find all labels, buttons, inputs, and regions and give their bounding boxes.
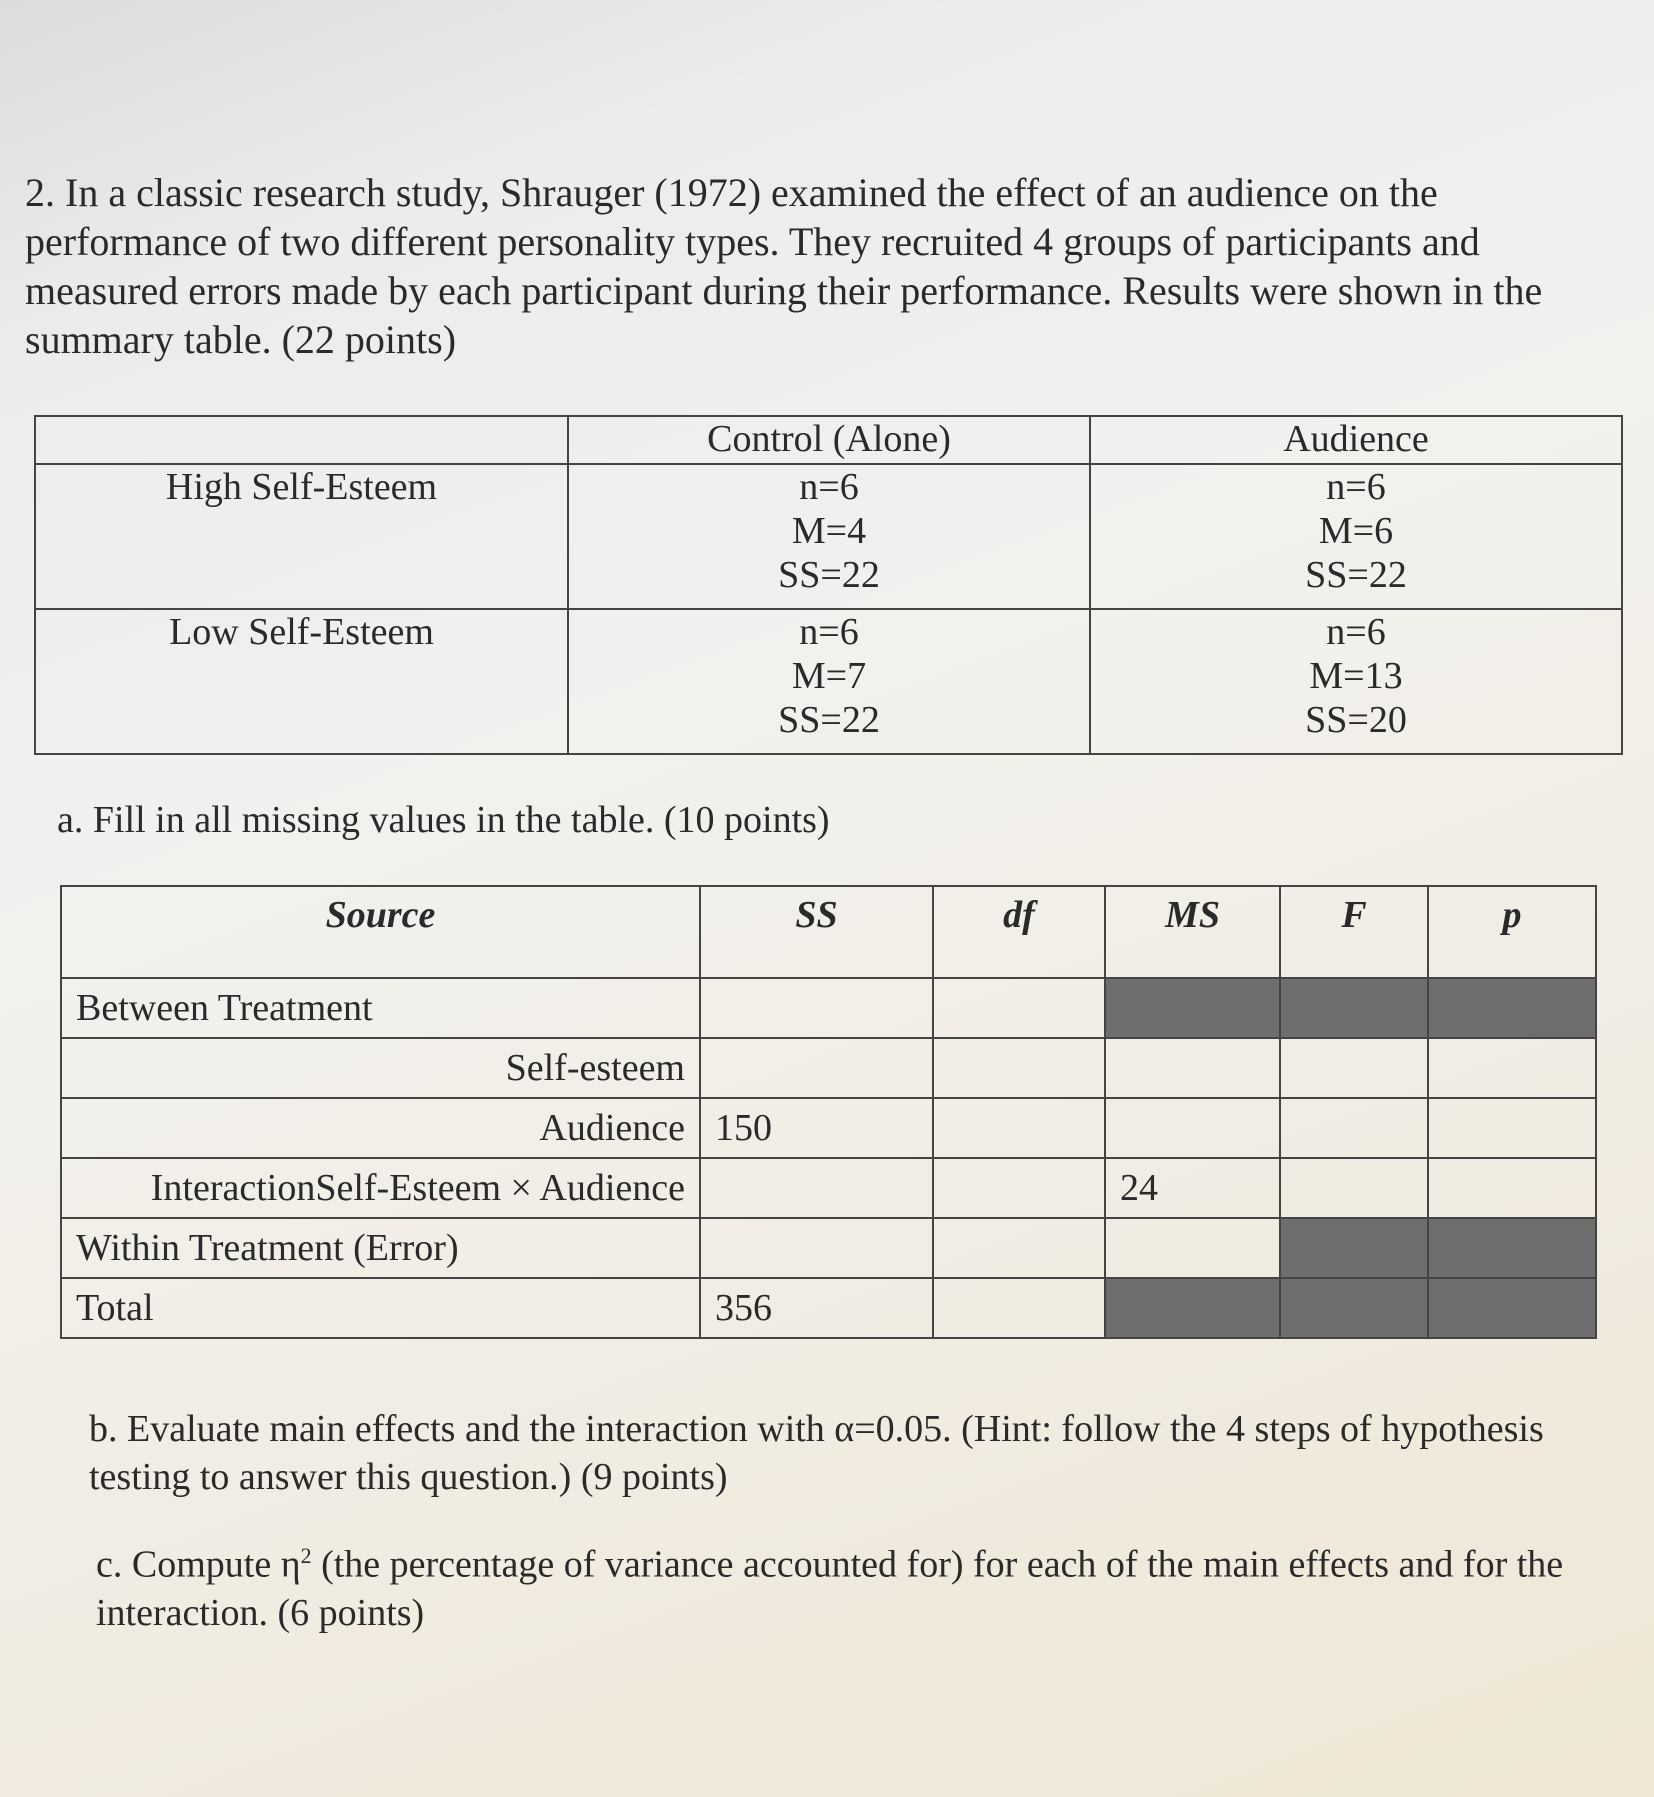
ss-cell[interactable] bbox=[700, 978, 933, 1038]
anova-row-audience bbox=[61, 1098, 1596, 1158]
question-text: 2. In a classic research study, Shrauger (1972) examined the effect of an audience on the performance of two different personality types. They recruited 4 groups of participants and measured errors made by each participant during their performance. Results were shown in the summary table. (22 points) bbox=[25, 170, 1543, 362]
n-value: n=6 bbox=[1326, 611, 1386, 653]
row-label: High Self-Esteem bbox=[35, 464, 568, 609]
ss-cell[interactable]: 150 bbox=[700, 1098, 933, 1158]
summary-table bbox=[34, 415, 1623, 755]
anova-header-row bbox=[61, 886, 1596, 978]
shaded-cell bbox=[1428, 1218, 1596, 1278]
p-cell[interactable] bbox=[1428, 1038, 1596, 1098]
row-label: Low Self-Esteem bbox=[35, 609, 568, 754]
table-row bbox=[35, 464, 1622, 609]
ms-cell[interactable] bbox=[1105, 1038, 1280, 1098]
cell-low-audience bbox=[1090, 609, 1622, 754]
shaded-cell bbox=[1280, 978, 1428, 1038]
n-value: n=6 bbox=[799, 611, 859, 653]
part-c-text bbox=[96, 1532, 1596, 1637]
mean-value: M=7 bbox=[791, 655, 867, 697]
header-f: F bbox=[1280, 886, 1428, 978]
df-cell[interactable] bbox=[933, 1278, 1105, 1338]
cell-high-audience bbox=[1090, 464, 1622, 609]
ss-value: SS=22 bbox=[1305, 554, 1407, 596]
df-cell[interactable] bbox=[933, 978, 1105, 1038]
header-empty bbox=[35, 416, 568, 464]
source-label: Within Treatment (Error) bbox=[61, 1218, 700, 1278]
f-cell[interactable] bbox=[1280, 1158, 1428, 1218]
part-a-text: a. Fill in all missing values in the table. (10 points) bbox=[57, 799, 830, 841]
f-cell[interactable] bbox=[1280, 1038, 1428, 1098]
shaded-cell bbox=[1428, 1278, 1596, 1338]
header-source: Source bbox=[61, 886, 700, 978]
header-df: df bbox=[933, 886, 1105, 978]
source-label: Audience bbox=[61, 1098, 700, 1158]
mean-value: M=4 bbox=[791, 510, 867, 552]
ss-cell[interactable]: 356 bbox=[700, 1278, 933, 1338]
header-ms: MS bbox=[1105, 886, 1280, 978]
header-p: p bbox=[1428, 886, 1596, 978]
header-control: Control (Alone) bbox=[568, 416, 1090, 464]
header-audience: Audience bbox=[1090, 416, 1622, 464]
anova-table bbox=[60, 885, 1597, 1339]
df-cell[interactable] bbox=[933, 1158, 1105, 1218]
p-cell[interactable] bbox=[1428, 1098, 1596, 1158]
anova-row-total bbox=[61, 1278, 1596, 1338]
mean-value: M=13 bbox=[1309, 655, 1403, 697]
n-value: n=6 bbox=[799, 466, 859, 508]
ss-value: SS=20 bbox=[1305, 699, 1407, 741]
ss-cell[interactable] bbox=[700, 1158, 933, 1218]
shaded-cell bbox=[1105, 978, 1280, 1038]
ms-cell[interactable] bbox=[1105, 1098, 1280, 1158]
table-header-row bbox=[35, 416, 1622, 464]
f-cell[interactable] bbox=[1280, 1098, 1428, 1158]
df-cell[interactable] bbox=[933, 1098, 1105, 1158]
ss-value: SS=22 bbox=[778, 554, 880, 596]
table-row bbox=[35, 609, 1622, 754]
anova-row-between bbox=[61, 978, 1596, 1038]
anova-row-self-esteem bbox=[61, 1038, 1596, 1098]
anova-row-within bbox=[61, 1218, 1596, 1278]
ss-value: SS=22 bbox=[778, 699, 880, 741]
ms-cell[interactable] bbox=[1105, 1218, 1280, 1278]
ss-cell[interactable] bbox=[700, 1218, 933, 1278]
source-label: Self-esteem bbox=[61, 1038, 700, 1098]
anova-row-interaction bbox=[61, 1158, 1596, 1218]
p-cell[interactable] bbox=[1428, 1158, 1596, 1218]
df-cell[interactable] bbox=[933, 1218, 1105, 1278]
part-c-start: c. Compute η bbox=[96, 1543, 301, 1586]
part-b-text: b. Evaluate main effects and the interaction with α=0.05. (Hint: follow the 4 steps of hypothesis testing to answer this question.) (9 points) bbox=[89, 1408, 1544, 1498]
cell-high-control bbox=[568, 464, 1090, 609]
shaded-cell bbox=[1105, 1278, 1280, 1338]
source-label: Total bbox=[61, 1278, 700, 1338]
n-value: n=6 bbox=[1326, 466, 1386, 508]
shaded-cell bbox=[1280, 1278, 1428, 1338]
shaded-cell bbox=[1280, 1218, 1428, 1278]
cell-low-control bbox=[568, 609, 1090, 754]
source-label: Between Treatment bbox=[61, 978, 700, 1038]
source-label: InteractionSelf-Esteem × Audience bbox=[61, 1158, 700, 1218]
part-c-rest: (the percentage of variance accounted for) for each of the main effects and for the interaction. (6 points) bbox=[96, 1543, 1564, 1634]
header-ss: SS bbox=[700, 886, 933, 978]
superscript: 2 bbox=[300, 1543, 312, 1568]
ss-cell[interactable] bbox=[700, 1038, 933, 1098]
df-cell[interactable] bbox=[933, 1038, 1105, 1098]
ms-cell[interactable]: 24 bbox=[1105, 1158, 1280, 1218]
mean-value: M=6 bbox=[1318, 510, 1394, 552]
shaded-cell bbox=[1428, 978, 1596, 1038]
